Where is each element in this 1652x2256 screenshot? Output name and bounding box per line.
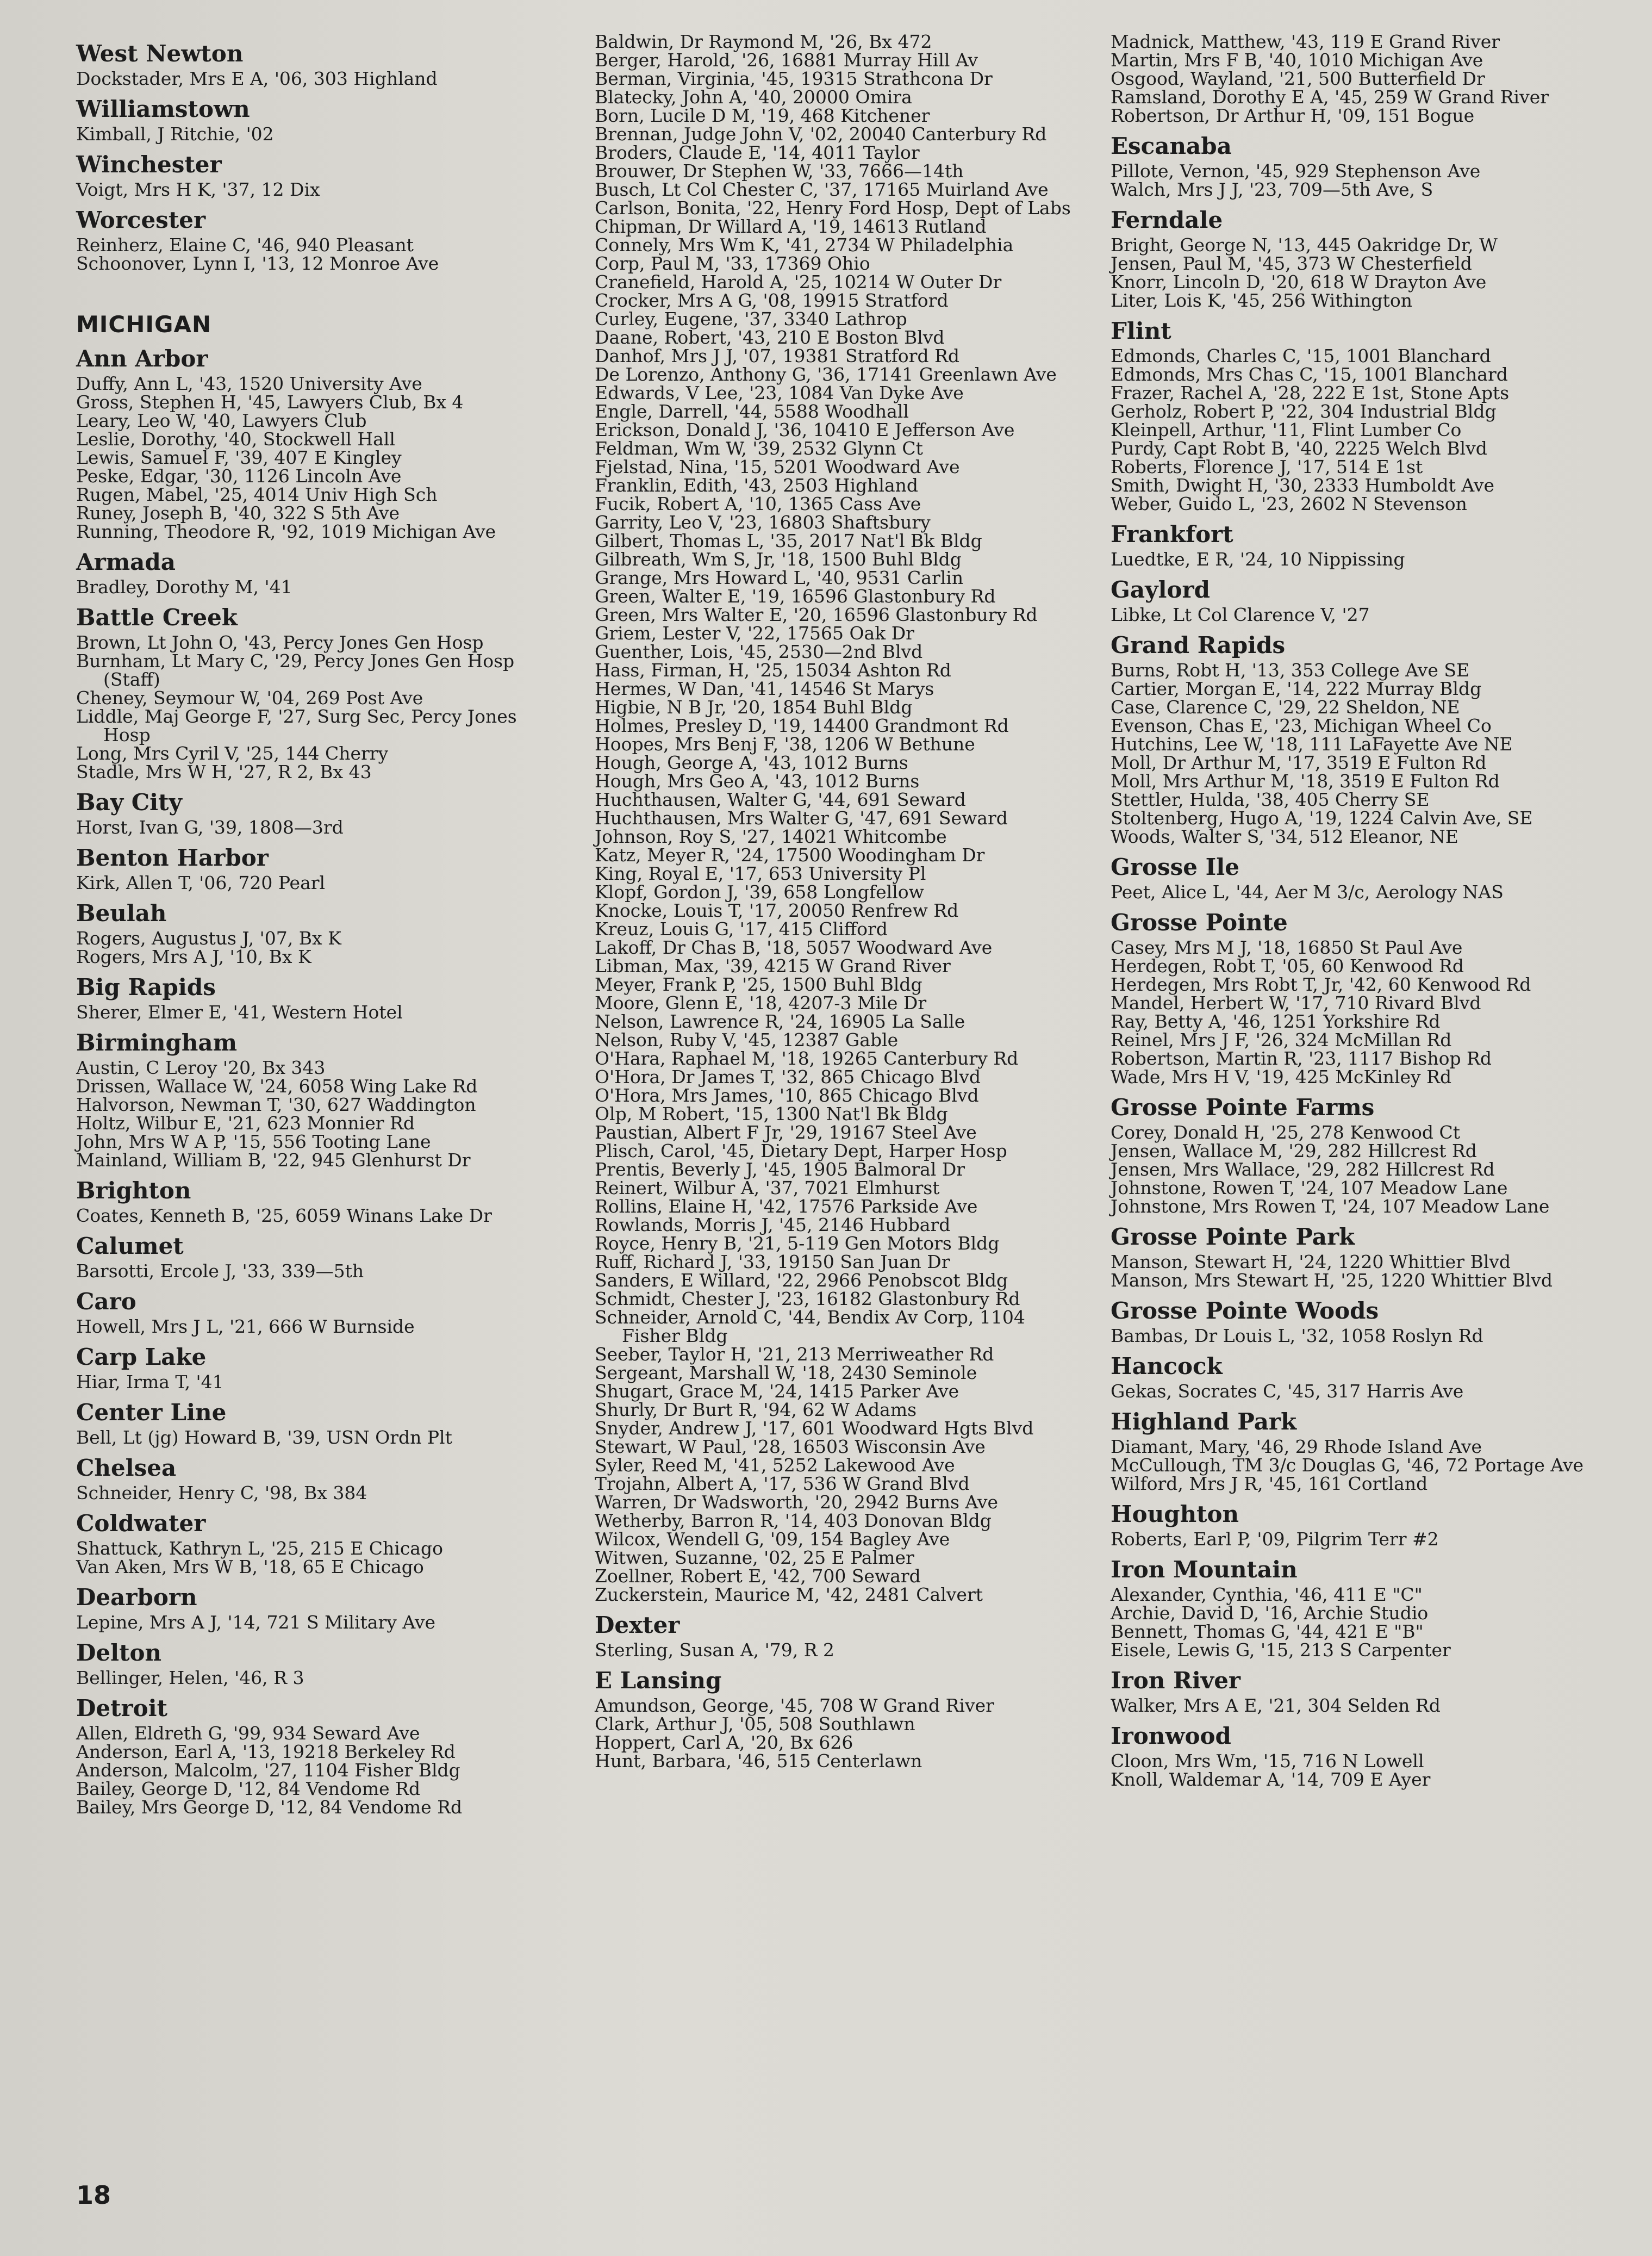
directory-entry: Evenson, Chas E, '23, Michigan Wheel Co	[1111, 715, 1492, 736]
directory-entry: Guenther, Lois, '45, 2530—2nd Blvd	[595, 641, 923, 662]
directory-entry: Zoellner, Robert E, '42, 700 Seward	[595, 1565, 921, 1587]
directory-entry: Casey, Mrs M J, '18, 16850 St Paul Ave	[1111, 937, 1463, 958]
directory-entry: Berger, Harold, '26, 16881 Murray Hill Av	[595, 49, 978, 71]
directory-entry: Schoonover, Lynn I, '13, 12 Monroe Ave	[76, 253, 439, 274]
directory-entry: Bennett, Thomas G, '44, 421 E "B"	[1111, 1621, 1424, 1642]
directory-entry: Seeber, Taylor H, '21, 213 Merriweather Rd	[595, 1344, 994, 1365]
city-heading: Battle Creek	[76, 604, 238, 631]
city-heading: Grosse Ile	[1111, 854, 1239, 880]
directory-entry: Peet, Alice L, '44, Aer M 3/c, Aerology NAS	[1111, 881, 1504, 903]
directory-entry: Robertson, Martin R, '23, 1117 Bishop Rd	[1111, 1048, 1492, 1069]
directory-entry: Howell, Mrs J L, '21, 666 W Burnside	[76, 1316, 415, 1337]
city-heading: Escanaba	[1111, 133, 1232, 159]
directory-entry: Crocker, Mrs A G, '08, 19915 Stratford	[595, 290, 949, 311]
directory-entry: Jensen, Paul M, '45, 373 W Chesterfield	[1111, 253, 1472, 274]
directory-entry: Bright, George N, '13, 445 Oakridge Dr, W	[1111, 234, 1498, 256]
directory-entry: Snyder, Andrew J, '17, 601 Woodward Hgts Blvd	[595, 1418, 1034, 1439]
directory-entry: Corp, Paul M, '33, 17369 Ohio	[595, 253, 870, 274]
city-heading: Chelsea	[76, 1455, 177, 1481]
directory-entry: Wetherby, Barron R, '14, 403 Donovan Bldg	[595, 1510, 992, 1531]
directory-entry: Austin, C Leroy '20, Bx 343	[76, 1057, 326, 1078]
directory-entry: Rugen, Mabel, '25, 4014 Univ High Sch	[76, 484, 438, 505]
directory-entry: Johnstone, Mrs Rowen T, '24, 107 Meadow Lane	[1111, 1196, 1550, 1217]
directory-entry: Knocke, Louis T, '17, 20050 Renfrew Rd	[595, 900, 959, 921]
directory-entry: Danhof, Mrs J J, '07, 19381 Stratford Rd	[595, 345, 960, 366]
directory-entry: Eisele, Lewis G, '15, 213 S Carpenter	[1111, 1639, 1451, 1661]
directory-entry: Nelson, Ruby V, '45, 12387 Gable	[595, 1029, 899, 1051]
directory-entry: Broders, Claude E, '14, 4011 Taylor	[595, 142, 920, 163]
directory-entry: Shattuck, Kathryn L, '25, 215 E Chicago	[76, 1538, 443, 1559]
directory-entry: Manson, Stewart H, '24, 1220 Whittier Blvd	[1111, 1251, 1511, 1272]
city-heading: Grosse Pointe Farms	[1111, 1094, 1375, 1121]
city-heading: Grosse Pointe	[1111, 909, 1288, 936]
directory-entry: Hough, George A, '43, 1012 Burns	[595, 752, 908, 773]
directory-entry: Herdegen, Robt T, '05, 60 Kenwood Rd	[1111, 955, 1464, 977]
directory-entry: Kirk, Allen T, '06, 720 Pearl	[76, 872, 326, 893]
directory-entry: Gilbreath, Wm S, Jr, '18, 1500 Buhl Bldg	[595, 549, 962, 570]
directory-entry: Alexander, Cynthia, '46, 411 E "C"	[1111, 1584, 1423, 1605]
directory-entry: Engle, Darrell, '44, 5588 Woodhall	[595, 401, 909, 422]
directory-entry: O'Hora, Dr James T, '32, 865 Chicago Blvd	[595, 1066, 981, 1087]
directory-entry: Liddle, Maj George F, '27, Surg Sec, Percy Jones Hosp	[76, 706, 517, 745]
directory-entry: Roberts, Earl P, '09, Pilgrim Terr #2	[1111, 1528, 1439, 1550]
directory-entry: Bailey, Mrs George D, '12, 84 Vendome Rd	[76, 1797, 463, 1818]
city-heading: Ironwood	[1111, 1723, 1231, 1749]
directory-entry: Voigt, Mrs H K, '37, 12 Dix	[76, 179, 320, 200]
directory-entry: Paustian, Albert F Jr, '29, 19167 Steel Ave	[595, 1122, 977, 1143]
directory-entry: Franklin, Edith, '43, 2503 Highland	[595, 475, 919, 496]
city-heading: Worcester	[76, 207, 206, 233]
directory-entry: Cartier, Morgan E, '14, 222 Murray Bldg	[1111, 678, 1482, 699]
directory-entry: Rogers, Mrs A J, '10, Bx K	[76, 946, 311, 967]
directory-entry: Coates, Kenneth B, '25, 6059 Winans Lake Dr	[76, 1205, 492, 1226]
directory-entry: Grange, Mrs Howard L, '40, 9531 Carlin	[595, 567, 964, 588]
directory-entry: Hiar, Irma T, '41	[76, 1371, 224, 1393]
directory-entry: Schneider, Henry C, '98, Bx 384	[76, 1482, 367, 1503]
directory-entry: Reinel, Mrs J F, '26, 324 McMillan Rd	[1111, 1029, 1452, 1051]
directory-entry: Baldwin, Dr Raymond M, '26, Bx 472	[595, 31, 932, 52]
directory-entry: Osgood, Wayland, '21, 500 Butterfield Dr	[1111, 68, 1485, 89]
directory-entry: Feldman, Wm W, '39, 2532 Glynn Ct	[595, 438, 923, 459]
directory-entry: Reinert, Wilbur A, '37, 7021 Elmhurst	[595, 1177, 940, 1198]
city-heading: Flint	[1111, 318, 1171, 344]
city-heading: Bay City	[76, 789, 182, 816]
directory-entry: Hoopes, Mrs Benj F, '38, 1206 W Bethune	[595, 734, 975, 755]
directory-entry: Hass, Firman, H, '25, 15034 Ashton Rd	[595, 660, 951, 681]
directory-entry: Bailey, George D, '12, 84 Vendome Rd	[76, 1778, 421, 1799]
directory-entry: Moore, Glenn E, '18, 4207-3 Mile Dr	[595, 992, 927, 1014]
directory-entry: Bradley, Dorothy M, '41	[76, 576, 292, 598]
directory-entry: Cheney, Seymour W, '04, 269 Post Ave	[76, 687, 423, 709]
directory-entry: Daane, Robert, '43, 210 E Boston Blvd	[595, 327, 945, 348]
directory-entry: Reinherz, Elaine C, '46, 940 Pleasant	[76, 234, 414, 256]
directory-entry: Busch, Lt Col Chester C, '37, 17165 Muirland Ave	[595, 179, 1049, 200]
directory-entry: Holtz, Wilbur E, '21, 623 Monnier Rd	[76, 1113, 415, 1134]
directory-entry: John, Mrs W A P, '15, 556 Tooting Lane	[76, 1131, 431, 1152]
directory-entry: Anderson, Earl A, '13, 19218 Berkeley Rd	[76, 1741, 456, 1762]
directory-entry: Rollins, Elaine H, '42, 17576 Parkside Ave	[595, 1196, 978, 1217]
directory-entry: Long, Mrs Cyril V, '25, 144 Cherry	[76, 743, 389, 764]
directory-entry: Mainland, William B, '22, 945 Glenhurst Dr	[76, 1149, 471, 1171]
directory-entry: Walch, Mrs J J, '23, 709—5th Ave, S	[1111, 179, 1433, 200]
directory-entry: Madnick, Matthew, '43, 119 E Grand River	[1111, 31, 1500, 52]
city-heading: Highland Park	[1111, 1408, 1297, 1435]
city-heading: Winchester	[76, 151, 222, 178]
directory-entry: Brouwer, Dr Stephen W, '33, 7666—14th	[595, 160, 964, 182]
directory-entry: King, Royal E, '17, 653 University Pl	[595, 863, 926, 884]
city-heading: Carp Lake	[76, 1344, 207, 1370]
directory-entry: Gekas, Socrates C, '45, 317 Harris Ave	[1111, 1381, 1464, 1402]
directory-entry: Edmonds, Mrs Chas C, '15, 1001 Blanchard	[1111, 364, 1508, 385]
city-heading: Ferndale	[1111, 207, 1223, 233]
city-heading: Hancock	[1111, 1353, 1223, 1379]
directory-entry: Stewart, W Paul, '28, 16503 Wisconsin Ave	[595, 1436, 986, 1457]
directory-entry: Brennan, Judge John V, '02, 20040 Canterbury Rd	[595, 123, 1047, 145]
directory-entry: Duffy, Ann L, '43, 1520 University Ave	[76, 373, 422, 394]
city-heading: Coldwater	[76, 1510, 206, 1537]
directory-entry: Manson, Mrs Stewart H, '25, 1220 Whittier Blvd	[1111, 1270, 1553, 1291]
directory-entry: Fucik, Robert A, '10, 1365 Cass Ave	[595, 493, 921, 514]
directory-entry: Katz, Meyer R, '24, 17500 Woodingham Dr	[595, 844, 985, 866]
city-heading: Delton	[76, 1639, 162, 1666]
city-heading: Brighton	[76, 1177, 191, 1204]
directory-entry: Halvorson, Newman T, '30, 627 Waddington	[76, 1094, 476, 1115]
directory-entry: Leslie, Dorothy, '40, Stockwell Hall	[76, 428, 395, 450]
directory-entry: Huchthausen, Walter G, '44, 691 Seward	[595, 789, 966, 810]
directory-entry: Hermes, W Dan, '41, 14546 St Marys	[595, 678, 934, 699]
city-heading: Armada	[76, 549, 176, 575]
city-heading: Houghton	[1111, 1501, 1239, 1527]
city-heading: Birmingham	[76, 1029, 238, 1056]
directory-entry: Van Aken, Mrs W B, '18, 65 E Chicago	[76, 1556, 424, 1577]
directory-entry: Knoll, Waldemar A, '14, 709 E Ayer	[1111, 1769, 1431, 1790]
directory-entry: Wilford, Mrs J R, '45, 161 Cortland	[1111, 1473, 1428, 1494]
directory-entry: Zuckerstein, Maurice M, '42, 2481 Calvert	[595, 1584, 983, 1605]
directory-entry: Meyer, Frank P, '25, 1500 Buhl Bldg	[595, 974, 922, 995]
directory-entry: Ruff, Richard J, '33, 19150 San Juan Dr	[595, 1251, 950, 1272]
directory-entry: Case, Clarence C, '29, 22 Sheldon, NE	[1111, 697, 1460, 718]
directory-entry: Edwards, V Lee, '23, 1084 Van Dyke Ave	[595, 382, 964, 403]
directory-entry: Weber, Guido L, '23, 2602 N Stevenson	[1111, 493, 1467, 514]
directory-entry: Schneider, Arnold C, '44, Bendix Av Corp, 1104 Fisher Bldg	[595, 1307, 1025, 1346]
directory-entry: Running, Theodore R, '92, 1019 Michigan Ave	[76, 521, 496, 542]
directory-entry: Bambas, Dr Louis L, '32, 1058 Roslyn Rd	[1111, 1325, 1483, 1346]
directory-entry: Stettler, Hulda, '38, 405 Cherry SE	[1111, 789, 1430, 810]
directory-entry: Brown, Lt John O, '43, Percy Jones Gen Hosp	[76, 632, 484, 653]
city-heading: Grosse Pointe Park	[1111, 1223, 1355, 1250]
directory-entry: Shurly, Dr Burt R, '94, 62 W Adams	[595, 1399, 917, 1420]
city-heading: Ann Arbor	[76, 345, 208, 372]
directory-entry: Warren, Dr Wadsworth, '20, 2942 Burns Ave	[595, 1491, 999, 1513]
directory-entry: Martin, Mrs F B, '40, 1010 Michigan Ave	[1111, 49, 1483, 71]
directory-entry: Smith, Dwight H, '30, 2333 Humboldt Ave	[1111, 475, 1495, 496]
directory-entry: Born, Lucile D M, '19, 468 Kitchener	[595, 105, 930, 126]
directory-entry: Clark, Arthur J, '05, 508 Southlawn	[595, 1713, 915, 1735]
directory-entry: Bellinger, Helen, '46, R 3	[76, 1667, 304, 1688]
city-heading: West Newton	[76, 40, 244, 67]
city-heading: Dexter	[595, 1612, 680, 1638]
directory-entry: Hough, Mrs Geo A, '43, 1012 Burns	[595, 770, 920, 792]
directory-entry: Anderson, Malcolm, '27, 1104 Fisher Bldg	[76, 1760, 460, 1781]
directory-entry: Olp, M Robert, '15, 1300 Nat'l Bk Bldg	[595, 1103, 948, 1124]
directory-entry: Drissen, Wallace W, '24, 6058 Wing Lake Rd	[76, 1076, 478, 1097]
page-number: 18	[76, 2180, 111, 2210]
directory-entry: Moll, Mrs Arthur M, '18, 3519 E Fulton Rd	[1111, 770, 1500, 792]
city-heading: Gaylord	[1111, 576, 1210, 603]
column-2	[595, 33, 1084, 1770]
directory-entry: Burnham, Lt Mary C, '29, Percy Jones Gen Hosp (Staff)	[76, 650, 515, 690]
directory-entry: Runey, Joseph B, '40, 322 S 5th Ave	[76, 502, 400, 524]
city-heading: Big Rapids	[76, 974, 216, 1000]
directory-entry: Ray, Betty A, '46, 1251 Yorkshire Rd	[1111, 1011, 1441, 1032]
directory-entry: Griem, Lester V, '22, 17565 Oak Dr	[595, 623, 914, 644]
directory-entry: Horst, Ivan G, '39, 1808—3rd	[76, 817, 344, 838]
directory-entry: Trojahn, Albert A, '17, 536 W Grand Blvd	[595, 1473, 970, 1494]
directory-entry: Erickson, Donald J, '36, 10410 E Jefferson Ave	[595, 419, 1015, 440]
directory-entry: O'Hora, Mrs James, '10, 865 Chicago Blvd	[595, 1085, 979, 1106]
directory-entry: Berman, Virginia, '45, 19315 Strathcona Dr	[595, 68, 993, 89]
city-heading: E Lansing	[595, 1667, 722, 1694]
directory-entry: Sanders, E Willard, '22, 2966 Penobscot Bldg	[595, 1270, 1008, 1291]
directory-entry: Chipman, Dr Willard A, '19, 14613 Rutland	[595, 216, 987, 237]
directory-entry: Luedtke, E R, '24, 10 Nippissing	[1111, 549, 1405, 570]
directory-entry: Schmidt, Chester J, '23, 16182 Glastonbury Rd	[595, 1288, 1020, 1309]
directory-entry: Blatecky, John A, '40, 20000 Omira	[595, 86, 912, 108]
directory-entry: Sergeant, Marshall W, '18, 2430 Seminole	[595, 1362, 977, 1383]
directory-entry: Sherer, Elmer E, '41, Western Hotel	[76, 1002, 403, 1023]
directory-entry: Witwen, Suzanne, '02, 25 E Palmer	[595, 1547, 914, 1568]
directory-entry: Liter, Lois K, '45, 256 Withington	[1111, 290, 1413, 311]
directory-entry: Herdegen, Mrs Robt T, Jr, '42, 60 Kenwood Rd	[1111, 974, 1531, 995]
directory-entry: Libman, Max, '39, 4215 W Grand River	[595, 955, 951, 977]
directory-entry: Kleinpell, Arthur, '11, Flint Lumber Co	[1111, 419, 1462, 440]
directory-entry: Wilcox, Wendell G, '09, 154 Bagley Ave	[595, 1528, 950, 1550]
directory-entry: Hunt, Barbara, '46, 515 Centerlawn	[595, 1750, 922, 1772]
directory-entry: Walker, Mrs A E, '21, 304 Selden Rd	[1111, 1695, 1441, 1716]
directory-entry: Gross, Stephen H, '45, Lawyers Club, Bx 4	[76, 391, 464, 413]
column-3	[1111, 33, 1600, 1789]
directory-entry: De Lorenzo, Anthony G, '36, 17141 Greenlawn Ave	[595, 364, 1057, 385]
directory-entry: Pillote, Vernon, '45, 929 Stephenson Ave	[1111, 160, 1481, 182]
directory-entry: Klopf, Gordon J, '39, 658 Longfellow	[595, 881, 924, 903]
column-1	[76, 33, 549, 1817]
directory-entry: Amundson, George, '45, 708 W Grand River	[595, 1695, 994, 1716]
directory-entry: Kreuz, Louis G, '17, 415 Clifford	[595, 918, 888, 940]
directory-entry: Stoltenberg, Hugo A, '19, 1224 Calvin Ave, SE	[1111, 807, 1533, 829]
directory-entry: Jensen, Mrs Wallace, '29, 282 Hillcrest Rd	[1111, 1159, 1495, 1180]
directory-entry: Green, Walter E, '19, 16596 Glastonbury Rd	[595, 586, 996, 607]
directory-entry: Green, Mrs Walter E, '20, 16596 Glastonbury Rd	[595, 604, 1038, 625]
directory-entry: Wade, Mrs H V, '19, 425 McKinley Rd	[1111, 1066, 1452, 1087]
directory-entry: Jensen, Wallace M, '29, 282 Hillcrest Rd	[1111, 1140, 1477, 1161]
directory-entry: Royce, Henry B, '21, 5-119 Gen Motors Bldg	[595, 1233, 1000, 1254]
directory-entry: Frazer, Rachel A, '28, 222 E 1st, Stone Apts	[1111, 382, 1510, 403]
directory-entry: Hutchins, Lee W, '18, 111 LaFayette Ave NE	[1111, 734, 1513, 755]
directory-entry: Rogers, Augustus J, '07, Bx K	[76, 928, 341, 949]
directory-entry: Rowlands, Morris J, '45, 2146 Hubbard	[595, 1214, 951, 1235]
directory-entry: Mandel, Herbert W, '17, 710 Rivard Blvd	[1111, 992, 1481, 1014]
directory-entry: Lepine, Mrs A J, '14, 721 S Military Ave	[76, 1612, 436, 1633]
city-heading: Beulah	[76, 900, 167, 927]
directory-entry: Barsotti, Ercole J, '33, 339—5th	[76, 1260, 364, 1282]
directory-entry: Holmes, Presley D, '19, 14400 Grandmont Rd	[595, 715, 1009, 736]
city-heading: Frankfort	[1111, 521, 1233, 548]
directory-entry: Ramsland, Dorothy E A, '45, 259 W Grand River	[1111, 86, 1549, 108]
directory-entry: Carlson, Bonita, '22, Henry Ford Hosp, Dept of Labs	[595, 197, 1071, 219]
directory-entry: Syler, Reed M, '41, 5252 Lakewood Ave	[595, 1455, 955, 1476]
directory-entry: Nelson, Lawrence R, '24, 16905 La Salle	[595, 1011, 965, 1032]
directory-entry: Shugart, Grace M, '24, 1415 Parker Ave	[595, 1381, 959, 1402]
state-heading: MICHIGAN	[76, 311, 212, 338]
directory-entry: Moll, Dr Arthur M, '17, 3519 E Fulton Rd	[1111, 752, 1487, 773]
city-heading: Grosse Pointe Woods	[1111, 1297, 1379, 1324]
directory-entry: Hoppert, Carl A, '20, Bx 626	[595, 1732, 853, 1753]
directory-entry: Archie, David D, '16, Archie Studio	[1111, 1602, 1429, 1624]
directory-entry: Lakoff, Dr Chas B, '18, 5057 Woodward Ave	[595, 937, 993, 958]
directory-entry: Cloon, Mrs Wm, '15, 716 N Lowell	[1111, 1750, 1424, 1772]
directory-entry: Fjelstad, Nina, '15, 5201 Woodward Ave	[595, 456, 960, 477]
directory-entry: Corey, Donald H, '25, 278 Kenwood Ct	[1111, 1122, 1461, 1143]
directory-entry: Lewis, Samuel F, '39, 407 E Kingley	[76, 447, 402, 468]
directory-entry: Burns, Robt H, '13, 353 College Ave SE	[1111, 660, 1470, 681]
directory-entry: Edmonds, Charles C, '15, 1001 Blanchard	[1111, 345, 1491, 366]
city-heading: Detroit	[76, 1695, 168, 1721]
directory-entry: Garrity, Leo V, '23, 16803 Shaftsbury	[595, 512, 931, 533]
city-heading: Caro	[76, 1288, 136, 1315]
directory-entry: Leary, Leo W, '40, Lawyers Club	[76, 410, 367, 431]
directory-entry: Libke, Lt Col Clarence V, '27	[1111, 604, 1370, 625]
directory-entry: Dockstader, Mrs E A, '06, 303 Highland	[76, 68, 438, 89]
directory-entry: Prentis, Beverly J, '45, 1905 Balmoral Dr	[595, 1159, 965, 1180]
directory-entry: Cranefield, Harold A, '25, 10214 W Outer Dr	[595, 271, 1002, 293]
directory-entry: Allen, Eldreth G, '99, 934 Seward Ave	[76, 1723, 420, 1744]
city-heading: Benton Harbor	[76, 844, 269, 871]
directory-entry: Curley, Eugene, '37, 3340 Lathrop	[595, 308, 907, 330]
directory-entry: Diamant, Mary, '46, 29 Rhode Island Ave	[1111, 1436, 1482, 1457]
directory-entry: Kimball, J Ritchie, '02	[76, 123, 274, 145]
directory-entry: Sterling, Susan A, '79, R 2	[595, 1639, 835, 1661]
city-heading: Iron Mountain	[1111, 1556, 1298, 1583]
directory-entry: Robertson, Dr Arthur H, '09, 151 Bogue	[1111, 105, 1475, 126]
directory-entry: Roberts, Florence J, '17, 514 E 1st	[1111, 456, 1423, 477]
city-heading: Grand Rapids	[1111, 632, 1286, 658]
directory-entry: Knorr, Lincoln D, '20, 618 W Drayton Ave	[1111, 271, 1487, 293]
directory-entry: McCullough, TM 3/c Douglas G, '46, 72 Portage Ave	[1111, 1455, 1584, 1476]
directory-entry: Plisch, Carol, '45, Dietary Dept, Harper Hosp	[595, 1140, 1007, 1161]
city-heading: Dearborn	[76, 1584, 197, 1611]
directory-entry: Johnstone, Rowen T, '24, 107 Meadow Lane	[1111, 1177, 1508, 1198]
city-heading: Center Line	[76, 1399, 227, 1426]
directory-entry: Stadle, Mrs W H, '27, R 2, Bx 43	[76, 761, 372, 782]
city-heading: Iron River	[1111, 1667, 1241, 1694]
directory-entry: Connely, Mrs Wm K, '41, 2734 W Philadelphia	[595, 234, 1014, 256]
directory-entry: Gilbert, Thomas L, '35, 2017 Nat'l Bk Bldg	[595, 530, 982, 551]
city-heading: Williamstown	[76, 96, 250, 122]
directory-entry: Bell, Lt (jg) Howard B, '39, USN Ordn Plt	[76, 1427, 452, 1448]
directory-entry: Gerholz, Robert P, '22, 304 Industrial Bldg	[1111, 401, 1497, 422]
directory-entry: Peske, Edgar, '30, 1126 Lincoln Ave	[76, 465, 402, 487]
city-heading: Calumet	[76, 1233, 184, 1259]
directory-entry: O'Hara, Raphael M, '18, 19265 Canterbury Rd	[595, 1048, 1019, 1069]
directory-entry: Purdy, Capt Robt B, '40, 2225 Welch Blvd	[1111, 438, 1487, 459]
directory-entry: Woods, Walter S, '34, 512 Eleanor, NE	[1111, 826, 1458, 847]
directory-entry: Higbie, N B Jr, '20, 1854 Buhl Bldg	[595, 697, 913, 718]
directory-entry: Johnson, Roy S, '27, 14021 Whitcombe	[595, 826, 947, 847]
directory-entry: Huchthausen, Mrs Walter G, '47, 691 Seward	[595, 807, 1008, 829]
